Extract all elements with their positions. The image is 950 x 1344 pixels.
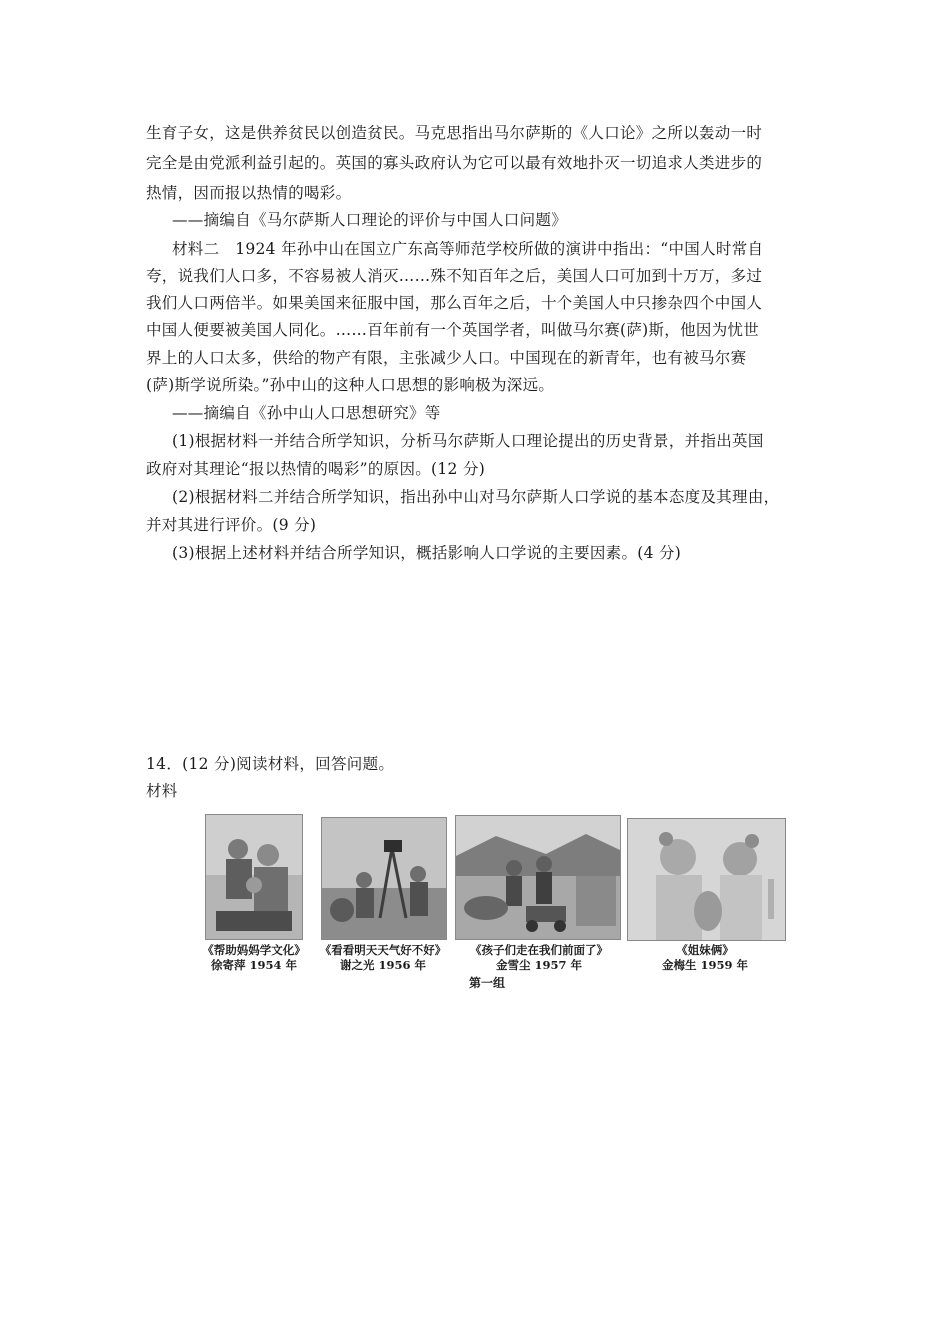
poster-image (627, 818, 786, 941)
poster-image (455, 815, 621, 940)
figure-title: 《姐妹俩》 (676, 943, 734, 957)
source-citation: ——摘编自《孙中山人口思想研究》等 (172, 404, 441, 422)
figure-author: 徐寄萍 1954 年 (210, 958, 297, 972)
text-line: 热情，因而报以热情的喝彩。 (146, 184, 352, 202)
text-line: 我们人口两倍半。如果美国来征服中国，那么百年之后，十个美国人中只掺杂四个中国人 (146, 294, 763, 312)
text-line: 完全是由党派利益引起的。英国的寡头政府认为它可以最有效地扑灭一切追求人类进步的 (146, 154, 763, 172)
text-line: 中国人便要被美国人同化。……百年前有一个英国学者，叫做马尔赛(萨)斯，他因为忧世 (146, 321, 760, 339)
question-14-title: 14．(12 分)阅读材料，回答问题。 (146, 755, 395, 773)
figure-title: 《帮助妈妈学文化》 (202, 943, 306, 957)
figure-author: 金雪尘 1957 年 (495, 958, 582, 972)
figure-author: 谢之光 1956 年 (339, 958, 426, 972)
question-3: (3)根据上述材料并结合所学知识，概括影响人口学说的主要因素。(4 分) (172, 544, 682, 562)
text-line: (萨)斯学说所染。”孙中山的这种人口思想的影响极为深远。 (146, 376, 555, 394)
text-line: 界上的人口太多，供给的物产有限，主张减少人口。中国现在的新青年，也有被马尔赛 (146, 349, 747, 367)
question-2-cont: 并对其进行评价。(9 分) (146, 516, 317, 534)
figure-caption (463, 943, 615, 973)
source-citation: ——摘编自《马尔萨斯人口理论的评价与中国人口问题》 (172, 211, 568, 229)
figure-caption (196, 943, 312, 973)
figure-title: 《看看明天天气好不好》 (319, 943, 447, 957)
figure-author: 金梅生 1959 年 (661, 958, 748, 972)
poster-image (205, 814, 303, 940)
question-1: (1)根据材料一并结合所学知识，分析马尔萨斯人口理论提出的历史背景，并指出英国 (172, 432, 764, 450)
figure-caption (640, 943, 770, 973)
figure-caption (312, 943, 454, 973)
poster-image (321, 817, 447, 940)
material-two-line: 材料二 1924 年孙中山在国立广东高等师范学校所做的演讲中指出：“中国人时常自 (172, 240, 764, 258)
material-label: 材料 (146, 782, 178, 800)
text-line: 生育子女，这是供养贫民以创造贫民。马克思指出马尔萨斯的《人口论》之所以轰动一时 (146, 124, 763, 142)
question-2: (2)根据材料二并结合所学知识，指出孙中山对马尔萨斯人口学说的基本态度及其理由， (172, 488, 780, 506)
text-line: 夸，说我们人口多，不容易被人消灭……殊不知百年之后，美国人口可加到十万万，多过 (146, 267, 763, 285)
figure-title: 《孩子们走在我们前面了》 (470, 943, 608, 957)
question-1-cont: 政府对其理论“报以热情的喝彩”的原因。(12 分) (146, 460, 486, 478)
figure-group-label: 第一组 (469, 976, 506, 990)
